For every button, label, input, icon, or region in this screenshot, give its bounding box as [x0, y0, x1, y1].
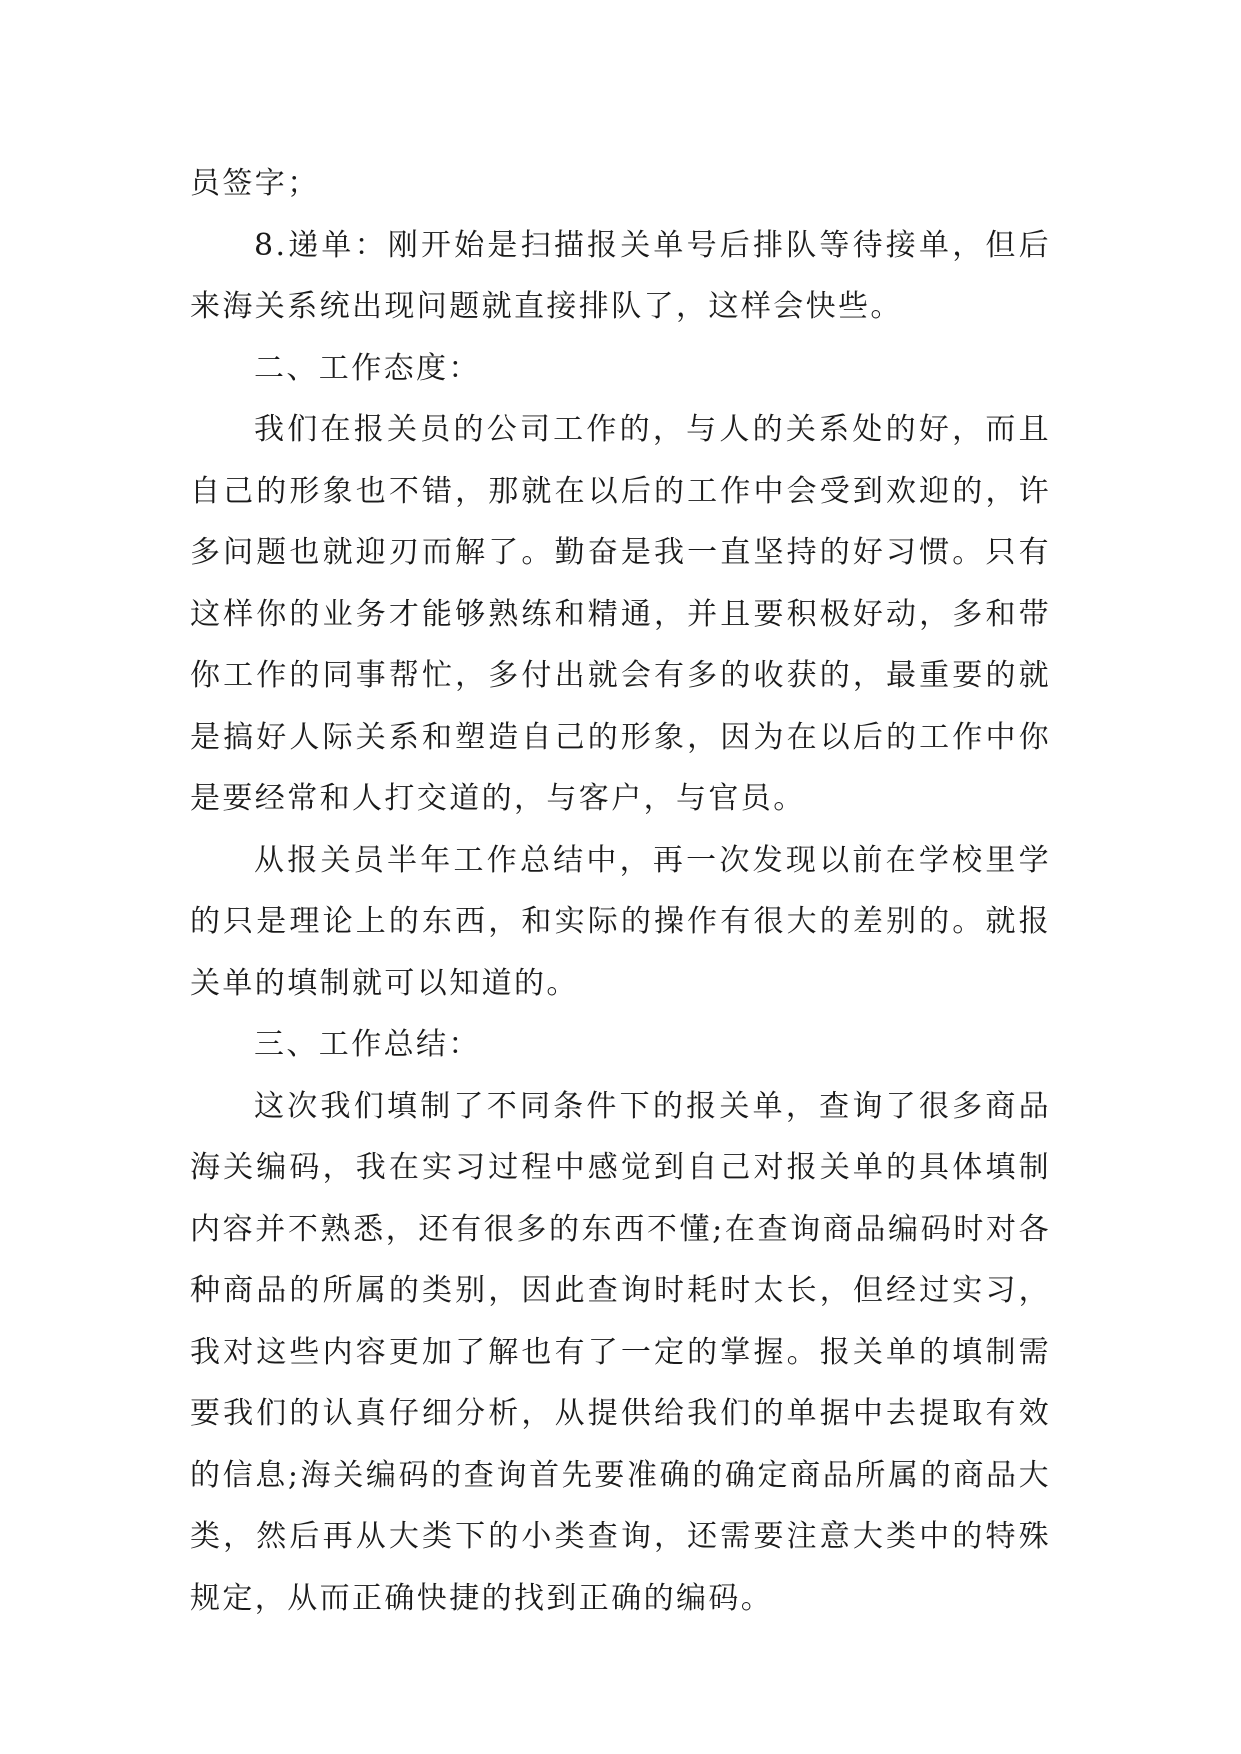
section-heading-work-attitude: 二、工作态度：	[254, 350, 481, 386]
document-body	[190, 153, 1051, 1629]
paragraph-half-year-summary: 从报关员半年工作总结中，再一次发现以前在学校里学的只是理论上的东西，和实际的操作有很大的差别的。就报关单的填制就可以知道的。	[190, 842, 1051, 1001]
paragraph-continuation: 员签字；	[190, 166, 320, 201]
section-heading-work-summary: 三、工作总结：	[254, 1027, 481, 1062]
paragraph-work-attitude: 我们在报关员的公司工作的，与人的关系处的好，而且自己的形象也不错，那就在以后的工作中会受到欢迎的，许多问题也就迎刃而解了。勤奋是我一直坚持的好习惯。只有这样你的业务才能够熟练和精通，并且要积极好动，多和带你工作的同事帮忙，多付出就会有多的收获的，最重要的就是搞好人际关系和塑造自己的形象，因为在以后的工作中你是要经常和人打交道的，与客户，与官员。	[190, 412, 1051, 816]
paragraph-step-8: 8.递单：刚开始是扫描报关单号后排队等待接单，但后来海关系统出现问题就直接排队了，这样会快些。	[190, 227, 1051, 324]
paragraph-work-summary: 这次我们填制了不同条件下的报关单，查询了很多商品海关编码，我在实习过程中感觉到自己对报关单的具体填制内容并不熟悉，还有很多的东西不懂;在查询商品编码时对各种商品的所属的类别，因此查询时耗时太长，但经过实习，我对这些内容更加了解也有了一定的掌握。报关单的填制需要我们的认真仔细分析，从提供给我们的单据中去提取有效的信息;海关编码的查询首先要准确的确定商品所属的商品大类，然后再从大类下的小类查询，还需要注意大类中的特殊规定，从而正确快捷的找到正确的编码。	[190, 1088, 1051, 1616]
